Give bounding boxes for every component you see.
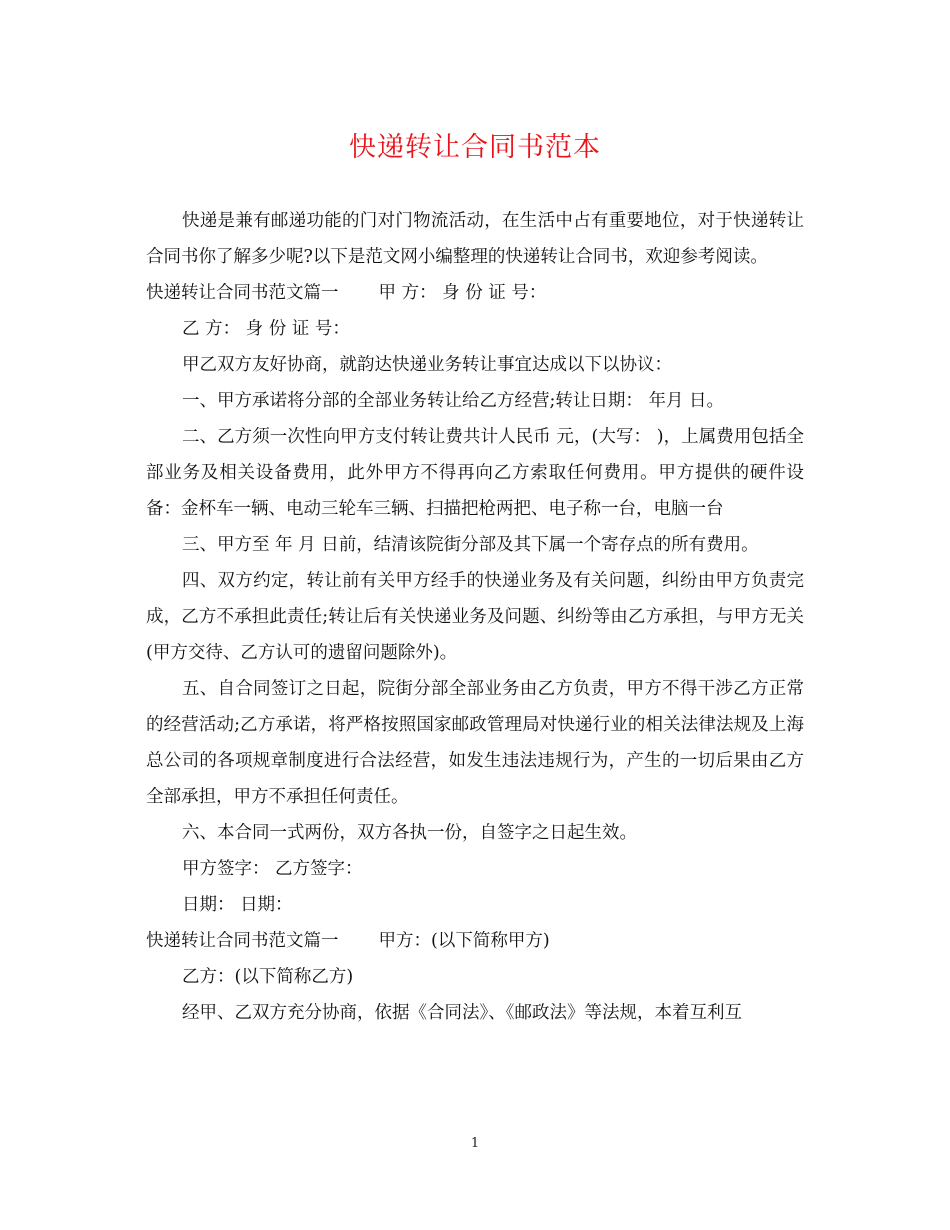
clause-5: 五、自合同签订之日起，院街分部全部业务由乙方负责，甲方不得干涉乙方正常的经营活动;乙方承诺，将严格按照国家邮政管理局对快递行业的相关法律法规及上海总公司的各项规章制度进行合法经营，如发生违法违规行为，产生的一切后果由乙方全部承担，甲方不承担任何责任。 <box>146 679 804 807</box>
page-number: 1 <box>470 1136 480 1151</box>
clause-3: 三、甲方至 年 月 日前，结清该院街分部及其下属一个寄存点的所有费用。 <box>182 535 759 555</box>
section-heading-1 <box>146 275 804 311</box>
document-title: 快递转让合同书范本 <box>349 132 601 163</box>
clause-1: 一、甲方承诺将分部的全部业务转让给乙方经营;转让日期： 年月 日。 <box>182 391 725 411</box>
clause-2: 二、乙方须一次性向甲方支付转让费共计人民币 元，(大写： )，上属费用包括全部业务及相关设备费用，此外甲方不得再向乙方索取任何费用。甲方提供的硬件设备：金杯车一辆、电动三轮车三辆、扫描把枪两把、电子称一台，电脑一台 <box>146 427 804 519</box>
section-heading-2 <box>146 923 804 959</box>
paragraph-basis: 经甲、乙双方充分协商，依据《合同法》、《邮政法》等法规，本着互利互 <box>182 1003 742 1023</box>
date-line: 日期： 日期： <box>182 895 293 915</box>
signature-line: 甲方签字： 乙方签字： <box>182 859 363 879</box>
party-a-label-1: 甲 方： 身 份 证 号： <box>378 283 547 303</box>
clause-4: 四、双方约定，转让前有关甲方经手的快递业务及有关问题，纠纷由甲方负责完成，乙方不承担此责任;转让后有关快递业务及问题、纠纷等由乙方承担，与甲方无关(甲方交待、乙方认可的遗留问题除外)。 <box>146 571 804 663</box>
section-title-1: 快递转让合同书范文篇一 <box>146 283 339 303</box>
party-b-label-2: 乙方：(以下简称乙方) <box>182 967 354 987</box>
party-b-label-1: 乙 方： 身 份 证 号： <box>182 319 350 339</box>
section-title-2: 快递转让合同书范文篇一 <box>146 931 339 951</box>
clause-6: 六、本合同一式两份，双方各执一份，自签字之日起生效。 <box>182 823 637 843</box>
paragraph-intro: 快递是兼有邮递功能的门对门物流活动，在生活中占有重要地位，对于快递转让合同书你了解多少呢?以下是范文网小编整理的快递转让合同书，欢迎参考阅读。 <box>146 211 804 267</box>
paragraph-agreement: 甲乙双方友好协商，就韵达快递业务转让事宜达成以下以协议： <box>182 355 672 375</box>
party-a-label-2: 甲方：(以下简称甲方) <box>378 931 550 951</box>
document-body <box>146 203 804 1031</box>
